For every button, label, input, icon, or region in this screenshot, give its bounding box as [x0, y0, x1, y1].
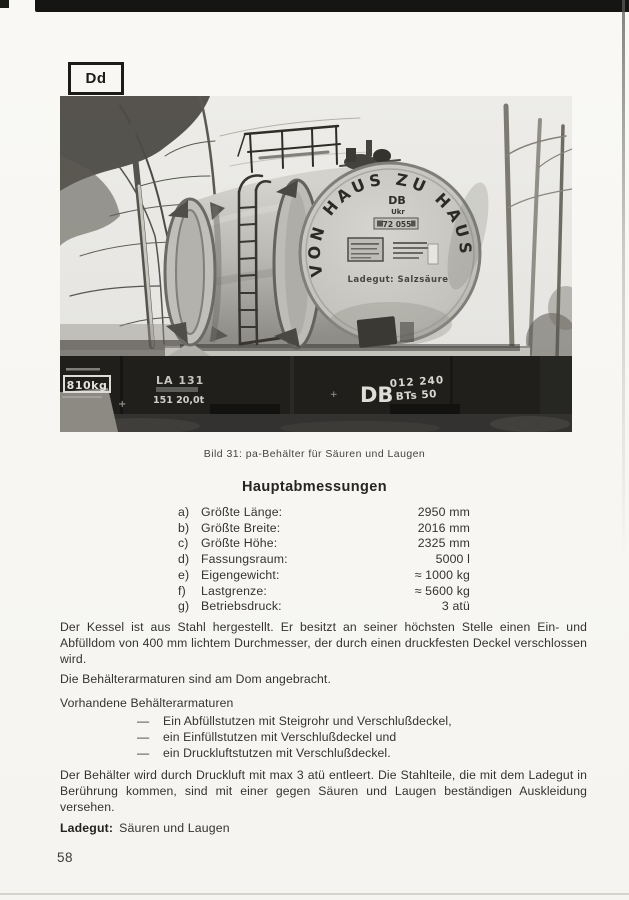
- wagon-cross-left: +: [118, 399, 127, 410]
- body-paragraph-2: Die Behälterarmaturen sind am Dom angebracht.: [60, 672, 331, 686]
- spec-value: 5000 l: [435, 552, 470, 567]
- dash: —: [137, 730, 150, 744]
- wagon-number: 012 240: [389, 374, 445, 390]
- dash: —: [137, 714, 150, 728]
- ladegut-label: Ladegut:: [60, 821, 114, 835]
- scan-edge-bottom-line: [0, 893, 629, 895]
- ladegut-line: [60, 821, 230, 835]
- specs-heading: Hauptabmessungen: [242, 479, 387, 495]
- tank-db-logo: DB: [388, 194, 406, 207]
- body-paragraph-1: Der Kessel ist aus Stahl hergestellt. Er besitzt an seiner höchsten Stelle einen Ein- und Abfülldom von 400 mm lichtem Durchmesser, der durch einen druckfesten Deckel verschlossen wird.: [60, 620, 587, 666]
- scan-edge-right-shadow: [622, 0, 625, 560]
- list-item: [137, 713, 557, 729]
- spec-row: [178, 536, 470, 552]
- body-paragraph-3: Vorhandene Behälterarmaturen: [60, 696, 234, 710]
- spec-label: Lastgrenze:: [201, 583, 267, 598]
- spec-label: Betriebsdruck:: [201, 599, 282, 614]
- page-number: 58: [57, 850, 74, 865]
- spec-label: Größte Höhe:: [201, 536, 278, 551]
- body-paragraph-4: Der Behälter wird durch Druckluft mit max 3 atü entleert. Die Stahlteile, die mit dem Ladegut in Berührung kommen, sind mit einer gegen Säuren und Laugen beständigen Auskleidung versehen.: [60, 768, 587, 814]
- spec-key: f): [178, 583, 186, 598]
- wagon-class: BTs 50: [395, 388, 438, 403]
- wagon-db-logo: DB: [360, 383, 394, 407]
- list-item-text: ein Druckluftstutzen mit Verschlußdeckel.: [163, 746, 391, 760]
- specs-table: [178, 505, 470, 615]
- spec-row: [178, 521, 470, 537]
- dash: —: [137, 746, 150, 760]
- tank-dark-patch: [357, 316, 398, 348]
- wagon-marking-bottom: 151 20,0t: [153, 395, 205, 406]
- wagon-cross-right: +: [330, 390, 338, 400]
- gravel-patch: [60, 388, 118, 432]
- section-label: Dd: [85, 70, 107, 87]
- spec-row: [178, 599, 470, 615]
- flat-wagon: [60, 346, 572, 432]
- spec-label: Eigengewicht:: [201, 567, 280, 582]
- figure-caption: Bild 31: pa-Behälter für Säuren und Laugen: [203, 448, 426, 460]
- spec-key: d): [178, 552, 190, 567]
- list-item: [137, 745, 557, 761]
- spec-row: [178, 552, 470, 568]
- list-item-text: Ein Abfüllstutzen mit Steigrohr und Verschlußdeckel,: [163, 714, 452, 728]
- tank-number: 72 055: [382, 220, 412, 229]
- wagon-marking-top: LA 131: [156, 374, 205, 387]
- spec-row: [178, 568, 470, 584]
- tank-info-box: [348, 238, 383, 261]
- figure-photo: [60, 96, 572, 432]
- tank-arc-text: VON HAUS ZU HAUS: [304, 169, 476, 279]
- tank-wagon-photo: [60, 96, 572, 432]
- spec-key: e): [178, 567, 190, 582]
- spec-row: [178, 584, 470, 600]
- tank-white-card: [428, 244, 438, 264]
- spec-key: a): [178, 505, 190, 519]
- spec-label: Größte Breite:: [201, 520, 281, 535]
- spec-row: [178, 505, 470, 521]
- spec-value: ≈ 1000 kg: [414, 567, 470, 582]
- list-item: [137, 729, 557, 745]
- spec-value: ≈ 5600 kg: [414, 583, 470, 598]
- spec-value: 2325 mm: [417, 536, 470, 551]
- list-item-text: ein Einfüllstutzen mit Verschlußdeckel und: [163, 730, 397, 744]
- spec-value: 2950 mm: [417, 505, 470, 519]
- spec-value: 2016 mm: [417, 520, 470, 535]
- spec-key: g): [178, 599, 190, 614]
- spec-label: Fassungsraum:: [201, 552, 288, 567]
- section-label-box: [68, 62, 124, 95]
- fittings-list: [137, 713, 557, 761]
- scan-edge-top-bar: [35, 0, 629, 12]
- scan-corner-mark: [0, 0, 9, 8]
- ladegut-value: Säuren und Laugen: [119, 821, 230, 835]
- spec-value: 3 atü: [441, 599, 470, 614]
- spec-key: c): [178, 536, 189, 551]
- wagon-weight-box: 810kg: [66, 379, 108, 392]
- tank-type-label: Ukr: [391, 208, 405, 216]
- spec-key: b): [178, 520, 190, 535]
- tank-ladegut-label: Ladegut: Salzsäure: [347, 275, 449, 285]
- spec-label: Größte Länge:: [201, 505, 283, 519]
